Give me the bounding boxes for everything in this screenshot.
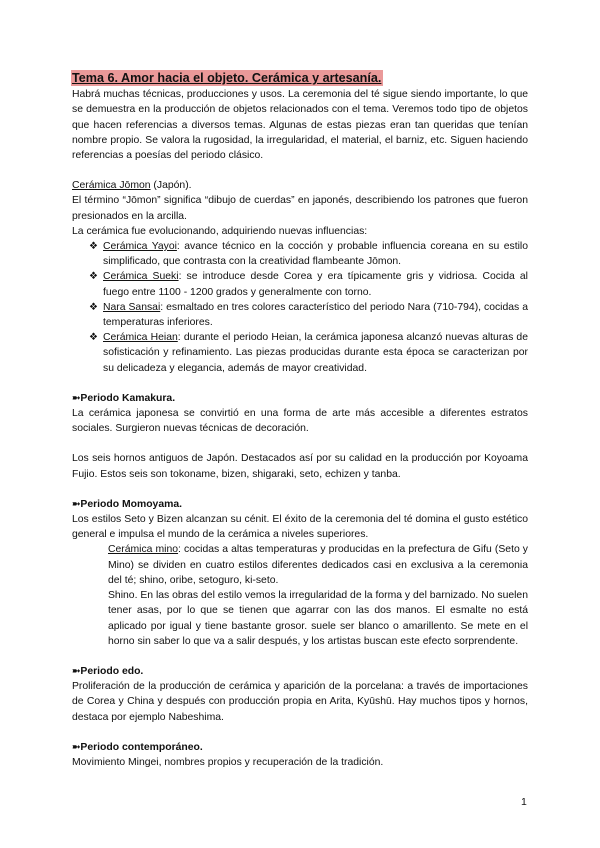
mino-paragraph: Cerámica mino: cocidas a altas temperaturas y producidas en la prefectura de Gifu (Seto y Mino) se dividen en cuatro estilos diferentes dedicados casi en exclusiva a la ceremonia del té; shino, oribe, setoguro, ki-seto. <box>108 544 528 586</box>
document-page <box>72 70 528 770</box>
arrow-icon: ➼ <box>72 392 80 404</box>
page-number: 1 <box>521 796 527 808</box>
diamond-bullet-icon: ❖ <box>89 271 98 283</box>
edo-heading: ➼Periodo edo. <box>72 665 144 677</box>
list-item: ❖ Cerámica Sueki: se introduce desde Corea y era típicamente gris y vidriosa. Cocida al fuego entre 1100 - 1200 grados y generalmente con torno. <box>89 271 528 298</box>
list-item: ❖ Cerámica Yayoi: avance técnico en la cocción y probable influencia coreana en su estilo simplificado, que contrasta con la creatividad flambeante Jōmon. <box>89 241 528 268</box>
arrow-icon: ➼ <box>72 665 80 677</box>
edo-paragraph: Proliferación de la producción de cerámica y aparición de la porcelana: a través de importaciones de Corea y China y después con producción propia en Arita, Kyūshū. Hay muchos tipos y hornos, destaca por ejemplo Nabeshima. <box>72 681 528 723</box>
ceramic-list <box>72 239 528 376</box>
momoyama-heading: ➼Periodo Momoyama. <box>72 498 183 510</box>
kamakura-paragraph: La cerámica japonesa se convirtió en una forma de arte más accesible a diferentes estratos sociales. Surgieron nuevas técnicas de decoración. <box>72 408 528 435</box>
page-title: Tema 6. Amor hacia el objeto. Cerámica y artesanía. <box>72 71 382 85</box>
list-item: ❖ Nara Sansai: esmaltado en tres colores característico del periodo Nara (710-794), cocidas a temperaturas inferiores. <box>89 301 528 329</box>
momoyama-paragraph: Los estilos Seto y Bizen alcanzan su cénit. El éxito de la ceremonia del té domina el gusto estético general e impulsa el mundo de la cerámica a niveles superiores. <box>72 514 528 541</box>
contemporaneo-heading: ➼Periodo contemporáneo. <box>72 741 203 753</box>
arrow-icon: ➼ <box>72 498 80 510</box>
diamond-bullet-icon: ❖ <box>89 332 98 344</box>
jomon-paragraph: El término “Jōmon” significa “dibujo de cuerdas” en japonés, describiendo los patrones que fueron presionados en la arcilla. <box>72 195 528 222</box>
contemporaneo-paragraph: Movimiento Mingei, nombres propios y recuperación de la tradición. <box>72 756 384 768</box>
jomon-heading: Cerámica Jōmon (Japón). <box>72 180 192 192</box>
arrow-icon: ➼ <box>72 741 80 753</box>
jomon-evolution: La cerámica fue evolucionando, adquiriendo nuevas influencias: <box>72 225 368 237</box>
diamond-bullet-icon: ❖ <box>89 241 98 253</box>
diamond-bullet-icon: ❖ <box>89 301 98 313</box>
shino-paragraph: Shino. En las obras del estilo vemos la irregularidad de la forma y del barnizado. No suelen tener asas, por lo que se tienen que agarrar con las dos manos. El esmalte no está aplicado por igual y tiene bastante grosor. suele ser blanco o amarillento. Se mete en el horno sin saber lo que va a salir después, y los artistas buscan este efecto sorprendente. <box>108 590 528 647</box>
intro-paragraph: Habrá muchas técnicas, producciones y usos. La ceremonia del té sigue siendo importante, lo que se demuestra en la producción de objetos relacionados con el tema. Veremos todo tipo de objetos que hacen referencias a diversos temas. Algunas de estas piezas eran tan queridas que tenían nombre propio. Se valora la rugosidad, la irregularidad, el material, el barniz, etc. Siguen haciendo referencias a poesías del periodo clásico. <box>72 89 528 162</box>
list-item: ❖ Cerámica Heian: durante el periodo Heian, la cerámica japonesa alcanzó nuevas alturas de sofisticación y refinamiento. Las piezas producidas durante esta época se caracterizan por su delicadeza y elegancia, además de mayor creatividad. <box>89 332 528 374</box>
kamakura-heading: ➼Periodo Kamakura. <box>72 392 176 404</box>
kamakura-hornos: Los seis hornos antiguos de Japón. Destacados así por su calidad en la producción por Koyoama Fujio. Estos seis son tokoname, bizen, shigaraki, seto, echizen y tanba. <box>72 453 528 480</box>
